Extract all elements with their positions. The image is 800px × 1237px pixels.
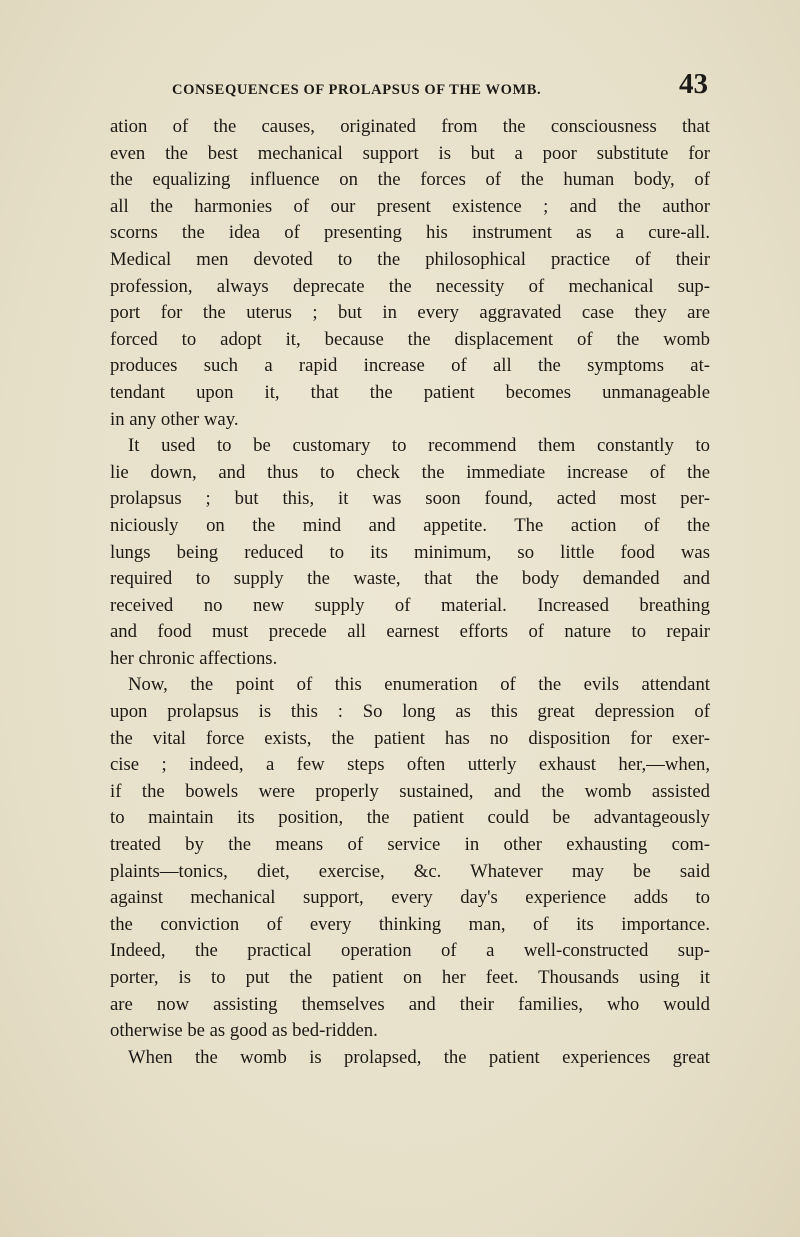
paragraph-end-line: her chronic affections. bbox=[110, 647, 278, 669]
text-line: produces such a rapid increase of all the symptoms at- bbox=[110, 355, 710, 377]
text-line: are now assisting themselves and their families, who would bbox=[110, 993, 710, 1015]
paragraph-start-line: When the womb is prolapsed, the patient experiences great bbox=[128, 1046, 710, 1068]
text-line: plaints—tonics, diet, exercise, &c. Whatever may be said bbox=[110, 860, 710, 882]
text-line: cise ; indeed, a few steps often utterly exhaust her,—when, bbox=[110, 754, 710, 776]
paragraph-start-line: It used to be customary to recommend them constantly to bbox=[128, 435, 710, 457]
text-line: lie down, and thus to check the immediate increase of the bbox=[110, 461, 710, 483]
text-line: the vital force exists, the patient has no disposition for exer- bbox=[110, 727, 710, 749]
paragraph-start-line: Now, the point of this enumeration of the evils attendant bbox=[128, 674, 710, 696]
text-line: to maintain its position, the patient could be advantageously bbox=[110, 807, 710, 829]
text-line: against mechanical support, every day's experience adds to bbox=[110, 887, 710, 909]
text-line: scorns the idea of presenting his instrument as a cure-all. bbox=[110, 222, 710, 244]
body-text bbox=[110, 114, 710, 1071]
text-line: upon prolapsus is this : So long as this great depression of bbox=[110, 701, 710, 723]
page-number: 43 bbox=[679, 68, 708, 100]
text-line: port for the uterus ; but in every aggravated case they are bbox=[110, 302, 710, 324]
text-line: the conviction of every thinking man, of its importance. bbox=[110, 913, 710, 935]
text-line: all the harmonies of our present existence ; and the author bbox=[110, 195, 710, 217]
text-line: forced to adopt it, because the displacement of the womb bbox=[110, 328, 710, 350]
text-line: porter, is to put the patient on her feet. Thousands using it bbox=[110, 967, 710, 988]
text-line: treated by the means of service in other exhausting com- bbox=[110, 834, 710, 856]
text-line: profession, always deprecate the necessity of mechanical sup- bbox=[110, 275, 710, 297]
paragraph-end-line: otherwise be as good as bed-ridden. bbox=[110, 1020, 378, 1042]
text-line: received no new supply of material. Increased breathing bbox=[110, 594, 710, 616]
paragraph-end-line: in any other way. bbox=[110, 408, 239, 430]
text-line: prolapsus ; but this, it was soon found, acted most per- bbox=[110, 488, 710, 510]
text-line: tendant upon it, that the patient becomes unmanageable bbox=[110, 381, 710, 403]
text-line: if the bowels were properly sustained, and the womb assisted bbox=[110, 780, 710, 802]
text-line: Medical men devoted to the philosophical practice of their bbox=[110, 248, 710, 270]
text-line: niciously on the mind and appetite. The action of the bbox=[110, 514, 710, 536]
text-line: required to supply the waste, that the body demanded and bbox=[110, 568, 710, 590]
text-line: even the best mechanical support is but a poor substitute for bbox=[110, 142, 710, 164]
text-line: ation of the causes, originated from the consciousness that bbox=[110, 116, 710, 137]
text-line: the equalizing influence on the forces of the human body, of bbox=[110, 169, 710, 191]
text-line: lungs being reduced to its minimum, so little food was bbox=[110, 541, 710, 563]
text-line: Indeed, the practical operation of a well-constructed sup- bbox=[110, 940, 710, 962]
running-title: CONSEQUENCES OF PROLAPSUS OF THE WOMB. bbox=[172, 82, 542, 98]
text-line: and food must precede all earnest efforts of nature to repair bbox=[110, 621, 710, 643]
page-header bbox=[100, 68, 720, 108]
